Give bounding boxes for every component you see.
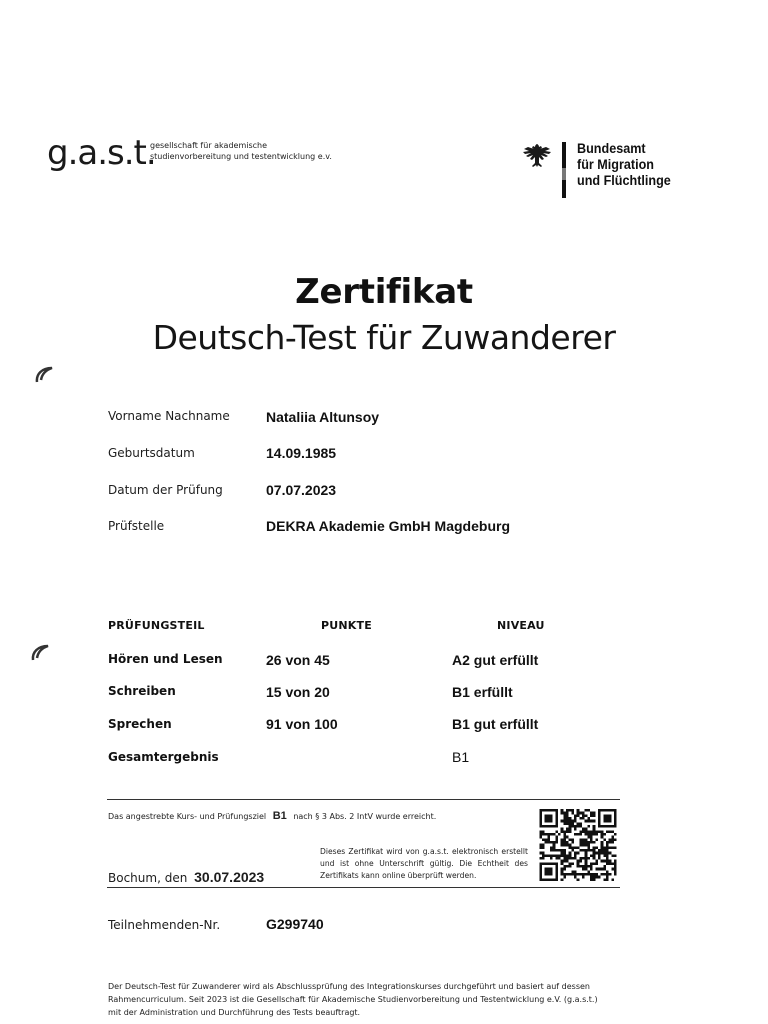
goal-prefix: Das angestrebte Kurs- und Prüfungsziel — [108, 812, 267, 821]
participant-label: Teilnehmenden-Nr. — [108, 918, 221, 932]
electronic-notice: Dieses Zertifikat wird von g.a.s.t. elektronisch erstellt und ist ohne Unterschrift gültig. Die Echtheit des Zertifikats kann online überprüft werden. — [320, 847, 528, 880]
col-header-points: PUNKTE — [321, 619, 372, 632]
total-result-level: B1 — [452, 749, 470, 765]
result-row-part: Hören und Lesen — [108, 652, 223, 666]
footer-note: Der Deutsch-Test für Zuwanderer wird als Abschlussprüfung des Integrationskurses durchgeführt und basiert auf dessen Rahmencurriculum. Seit 2023 ist die Gesellschaft für Akademische Studienvorbereitung und Testentwicklung e.V. (g.a.s.t.) mit der Administration und Durchführung des Tests beauftragt. — [108, 982, 598, 1017]
divider — [107, 799, 620, 800]
name-label: Vorname Nachname — [108, 409, 230, 423]
total-result-label: Gesamtergebnis — [108, 750, 219, 764]
gast-tagline — [150, 140, 332, 162]
result-row-level: B1 gut erfüllt — [452, 716, 539, 732]
divider — [107, 887, 620, 888]
federal-eagle-icon — [521, 141, 555, 177]
issue-line — [108, 869, 264, 885]
goal-suffix: nach § 3 Abs. 2 IntV wurde erreicht. — [293, 812, 437, 821]
col-header-part: PRÜFUNGSTEIL — [108, 619, 205, 632]
col-header-level: NIVEAU — [497, 619, 545, 632]
bamf-flag-stripe — [562, 168, 566, 180]
goal-level: B1 — [272, 810, 287, 822]
birthdate-label: Geburtsdatum — [108, 446, 195, 460]
result-row-points: 15 von 20 — [266, 684, 330, 700]
result-row-level: A2 gut erfüllt — [452, 652, 539, 668]
certificate-title: Zertifikat — [295, 272, 473, 312]
bamf-logo-text — [577, 140, 671, 188]
result-row-part: Schreiben — [108, 684, 176, 698]
participant-value: G299740 — [266, 916, 324, 932]
result-row-level: B1 erfüllt — [452, 684, 513, 700]
exam-date-value: 07.07.2023 — [266, 482, 337, 498]
punch-hole-mark — [34, 364, 56, 386]
result-row-part: Sprechen — [108, 717, 172, 731]
issue-date: 30.07.2023 — [194, 869, 265, 885]
qr-code — [539, 809, 617, 881]
test-center-value: DEKRA Akademie GmbH Magdeburg — [266, 518, 510, 534]
birthdate-value: 14.09.1985 — [266, 445, 337, 461]
result-row-points: 91 von 100 — [266, 716, 338, 732]
bamf-line1: Bundesamt — [577, 140, 646, 156]
goal-statement — [108, 810, 436, 822]
bamf-line2: für Migration — [577, 156, 654, 172]
gast-tagline-line1: gesellschaft für akademische — [150, 141, 268, 150]
result-row-points: 26 von 45 — [266, 652, 330, 668]
test-center-label: Prüfstelle — [108, 519, 165, 533]
bamf-line3: und Flüchtlinge — [577, 172, 671, 188]
issue-place: Bochum, den — [108, 871, 188, 885]
punch-hole-mark — [30, 642, 52, 664]
certificate-subtitle: Deutsch-Test für Zuwanderer — [152, 318, 616, 357]
name-value: Nataliia Altunsoy — [266, 409, 380, 425]
gast-logo: g.a.s.t. — [47, 133, 156, 173]
gast-tagline-line2: studienvorbereitung und testentwicklung e.v. — [150, 152, 332, 161]
exam-date-label: Datum der Prüfung — [108, 483, 223, 497]
